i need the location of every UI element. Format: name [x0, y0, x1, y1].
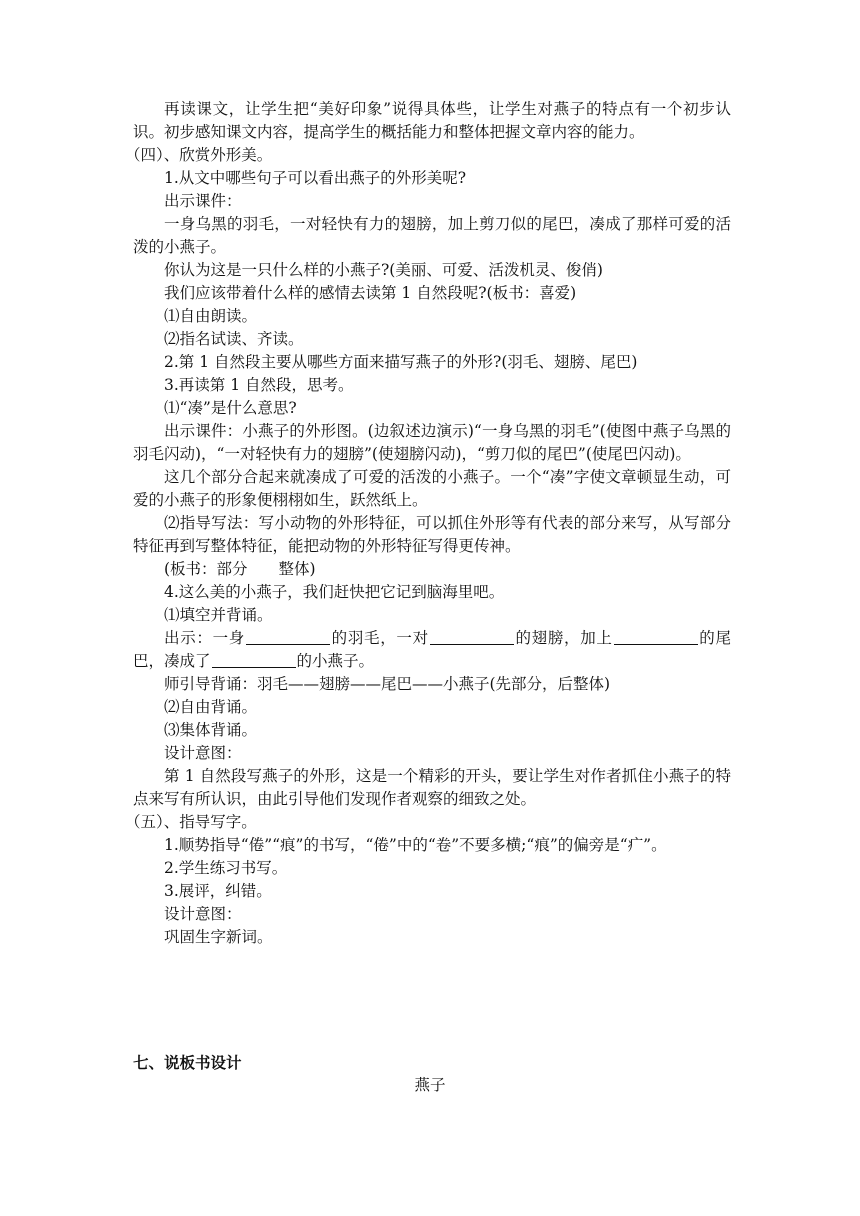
paragraph: 4.这么美的小燕子，我们赶快把它记到脑海里吧。	[164, 583, 505, 601]
paragraph: ⑵指导写法：写小动物的外形特征，可以抓住外形等有代表的部分来写，从写部分特征再到写整体特征，能把动物的外形特征写得更传神。	[133, 514, 731, 555]
paragraph: 1.从文中哪些句子可以看出燕子的外形美呢?	[164, 169, 467, 187]
paragraph: 你认为这是一只什么样的小燕子?(美丽、可爱、活泼机灵、俊俏)	[164, 261, 603, 279]
fill-in-blank	[430, 628, 514, 645]
paragraph: 巩固生字新词。	[164, 928, 273, 946]
section-heading-5: （五）、指导写字。	[125, 813, 257, 831]
section-heading-7: 七、说板书设计	[133, 1054, 242, 1072]
paragraph: (板书：部分 整体)	[164, 560, 316, 578]
paragraph: ⑵自由背诵。	[164, 698, 258, 716]
section-heading-4: （四）、欣赏外形美。	[125, 146, 273, 164]
paragraph: 设计意图：	[164, 905, 242, 923]
paragraph: 出示课件：	[164, 192, 242, 210]
paragraph: 1.顺势指导“倦”“痕”的书写，“倦”中的“卷”不要多横;“痕”的偏旁是“疒”。	[164, 836, 667, 854]
paragraph: ⑵指名试读、齐读。	[164, 330, 304, 348]
fill-in-text: 的尾巴，凑成了	[133, 629, 731, 670]
fill-in-blank	[212, 651, 296, 668]
fill-in-text: 出示：一身	[164, 629, 245, 647]
paragraph: ⑴“凑”是什么意思?	[164, 399, 297, 417]
paragraph: 3.再读第 1 自然段，思考。	[164, 376, 354, 394]
fill-in-exercise	[133, 627, 731, 673]
paragraph: 这几个部分合起来就凑成了可爱的活泼的小燕子。一个“凑”字使文章顿显生动，可爱的小燕子的形象便栩栩如生，跃然纸上。	[133, 468, 731, 509]
paragraph: 设计意图：	[164, 744, 242, 762]
paragraph: 师引导背诵：羽毛——翅膀——尾巴——小燕子(先部分，后整体)	[164, 675, 611, 693]
paragraph: 出示课件：小燕子的外形图。(边叙述边演示)“一身乌黑的羽毛”(使图中燕子乌黑的羽毛闪动)，“一对轻快有力的翅膀”(使翅膀闪动)，“剪刀似的尾巴”(使尾巴闪动)。	[133, 422, 731, 463]
paragraph: 2.第 1 自然段主要从哪些方面来描写燕子的外形?(羽毛、翅膀、尾巴)	[164, 353, 638, 371]
board-design-title: 燕子	[414, 1076, 446, 1094]
paragraph: 我们应该带着什么样的感情去读第 1 自然段呢?(板书：喜爱)	[164, 284, 577, 302]
paragraph: 再读课文，让学生把“美好印象”说得具体些，让学生对燕子的特点有一个初步认识。初步感知课文内容，提高学生的概括能力和整体把握文章内容的能力。	[133, 100, 731, 141]
document-body	[125, 98, 731, 949]
fill-in-text: 的羽毛，一对	[330, 629, 429, 647]
fill-in-blank	[614, 628, 698, 645]
paragraph: 一身乌黑的羽毛，一对轻快有力的翅膀，加上剪刀似的尾巴，凑成了那样可爱的活泼的小燕子。	[133, 215, 731, 256]
paragraph: ⑴自由朗读。	[164, 307, 258, 325]
fill-in-text: 的小燕子。	[296, 652, 375, 670]
paragraph: 2.学生练习书写。	[164, 859, 288, 877]
paragraph: 第 1 自然段写燕子的外形，这是一个精彩的开头，要让学生对作者抓住小燕子的特点来写有所认识，由此引导他们发现作者观察的细致之处。	[133, 767, 731, 808]
paragraph: ⑴填空并背诵。	[164, 606, 273, 624]
fill-in-text: 的翅膀，加上	[514, 629, 613, 647]
paragraph: ⑶集体背诵。	[164, 721, 258, 739]
fill-in-blank	[246, 628, 330, 645]
paragraph: 3.展评，纠错。	[164, 882, 272, 900]
